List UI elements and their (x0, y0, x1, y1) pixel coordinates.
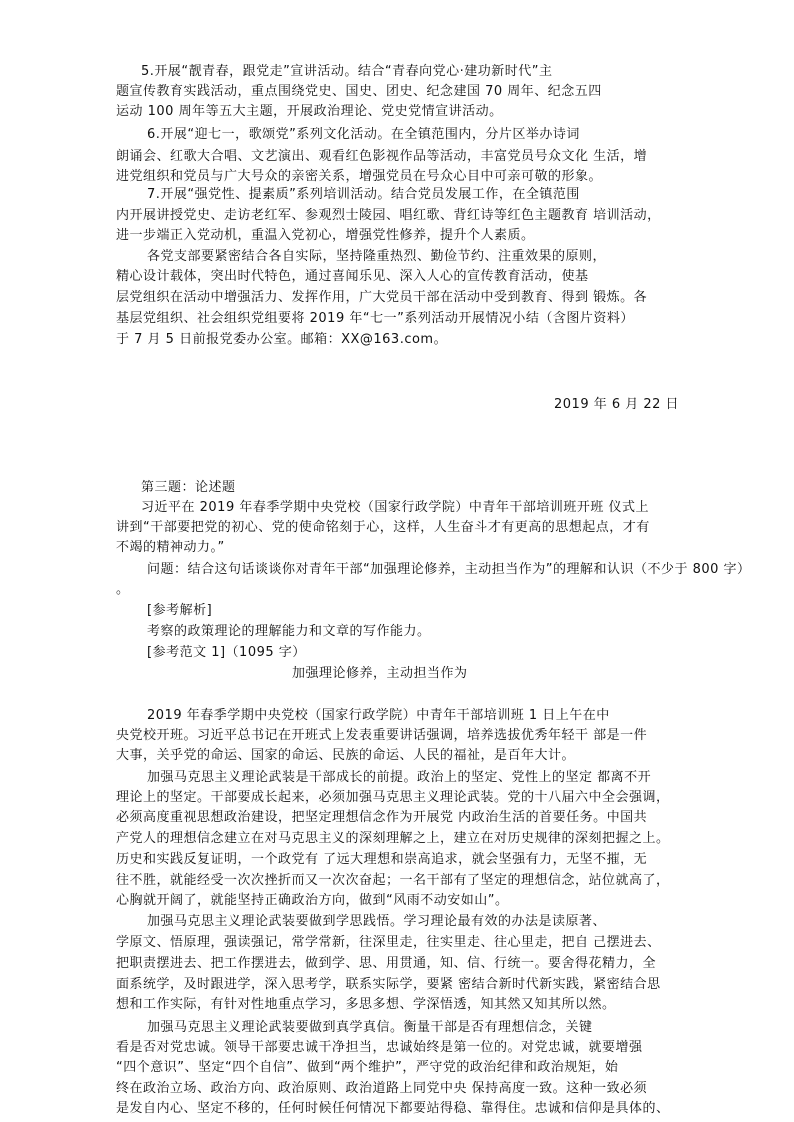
text-line: 运动 100 周年等五大主题，开展政治理论、党史党情宣讲活动。 (116, 104, 503, 119)
text-line: 学原文、悟原理，强读强记，常学常新，往深里走，往实里走、往心里走，把自 己摆进去、 (116, 935, 661, 950)
sample-essay-label: [参考范文 1]（1095 字） (147, 645, 306, 660)
text-line: 加强马克思主义理论武装要做到学思践悟。学习理论最有效的办法是读原著、 (147, 914, 607, 929)
text-line: 心胸就开阔了，就能坚持正确政治方向，做到“风雨不动安如山”。 (116, 893, 509, 908)
text-line: 是发自内心、坚定不移的，任何时候任何情况下都要站得稳、靠得住。忠诚和信仰是具体的、 (116, 1101, 670, 1116)
text-line: 题宣传教育实践活动，重点围绕党史、国史、团史、纪念建国 70 周年、纪念五四 (116, 84, 602, 99)
text-line: 必须高度重视思想政治建设，把坚定理想信念作为开展党 内政治生活的首要任务。中国共 (116, 810, 648, 825)
text-line: 7.开展“强党性、提素质”系列培训活动。结合党员发展工作，在全镇范围 (147, 187, 580, 202)
text-line: 考察的政策理论的理解能力和文章的写作能力。 (147, 624, 431, 639)
text-line: 进一步端正入党动机，重温入党初心，增强党性修养，提升个人素质。 (116, 228, 535, 243)
text-line: 把职责摆进去、把工作摆进去，做到学、思、用贯通，知、信、行统一。要舍得花精力，全 (116, 956, 657, 971)
text-line: 看是否对党忠诚。领导干部要忠诚干净担当，忠诚始终是第一位的。对党忠诚，就要增强 (116, 1040, 643, 1055)
text-line: 历史和实践反复证明，一个政党有 了远大理想和崇高追求，就会坚强有力，无坚不摧，无 (116, 852, 648, 867)
text-line: 习近平在 2019 年春季学期中央党校（国家行政学院）中青年干部培训班开班 仪式上 (141, 500, 649, 515)
text-line: 。 (116, 582, 130, 597)
text-line: 2019 年春季学期中央党校（国家行政学院）中青年干部培训班 1 日上午在中 (147, 708, 610, 723)
text-line: 终在政治立场、政治方向、政治原则、政治道路上同党中央 保持高度一致。这种一致必须 (116, 1081, 648, 1096)
text-line: 6.开展“迎七一，歌颂党”系列文化活动。在全镇范围内，分片区举办诗词 (147, 127, 580, 142)
text-line: 往不胜，就能经受一次次挫折而又一次次奋起；一名干部有了坚定的理想信念，站位就高了， (116, 873, 670, 888)
text-line: 加强马克思主义理论武装要做到真学真信。衡量干部是否有理想信念，关键 (147, 1020, 593, 1035)
text-line: 基层党组织、社会组织党组要将 2019 年“七一”系列活动开展情况小结（含图片资料） (116, 311, 634, 326)
text-line: 面系统学，及时跟进学，深入思考学，联系实际学，要紧 密结合新时代新实践，紧密结合思 (116, 977, 661, 992)
text-line: 5.开展“靓青春，跟党走”宣讲活动。结合“青春向党心·建功新时代”主 (141, 64, 553, 79)
text-line: 各党支部要紧密结合各自实际，坚持隆重热烈、勤俭节约、注重效果的原则， (147, 249, 607, 264)
analysis-label: [参考解析] (147, 603, 213, 618)
document-date: 2019 年 6 月 22 日 (554, 397, 680, 412)
essay-title: 加强理论修养，主动担当作为 (292, 666, 468, 681)
text-line: 央党校开班。习近平总书记在开班式上发表重要讲话强调，培养选拔优秀年轻干 部是一件 (116, 728, 648, 743)
section-heading: 第三题：论述题 (141, 480, 236, 495)
text-line: 朗诵会、红歌大合唱、文艺演出、观看红色影视作品等活动，丰富党员号众文化 生活，增 (116, 149, 648, 164)
text-line: “四个意识”、坚定“四个自信”、做到“两个维护”，严守党的政治纪律和政治规矩，始 (116, 1060, 619, 1075)
text-line: 层党组织在活动中增强活力、发挥作用，广大党员干部在活动中受到教育、得到 锻炼。各 (116, 290, 648, 305)
text-line: 产党人的理想信念建立在对马克思主义的深刻理解之上，建立在对历史规律的深刻把握之上。 (116, 831, 670, 846)
text-line: 想和工作实际，有针对性地重点学习，多思多想、学深悟透，知其然又知其所以然。 (116, 997, 616, 1012)
text-line: 讲到“干部要把党的初心、党的使命铭刻于心，这样，人生奋斗才有更高的思想起点，才有 (116, 520, 650, 535)
question-line: 问题：结合这句话谈谈你对青年干部“加强理论修养，主动担当作为”的理解和认识（不少于 800 字） (147, 562, 751, 577)
text-line: 于 7 月 5 日前报党委办公室。邮箱：XX@163.com。 (116, 332, 448, 347)
text-line: 理论上的坚定。干部要成长起来，必须加强马克思主义理论武装。党的十八届六中全会强调， (116, 790, 670, 805)
text-line: 进党组织和党员与广大号众的亲密关系，增强党员在号众心目中可亲可敬的形象。 (116, 169, 603, 184)
text-line: 加强马克思主义理论武装是干部成长的前提。政治上的坚定、党性上的坚定 都离不开 (147, 770, 652, 785)
text-line: 大事，关乎党的命运、国家的命运、民族的命运、人民的福祉，是百年大计。 (116, 748, 576, 763)
text-line: 精心设计载体，突出时代特色，通过喜闻乐见、深入人心的宣传教育活动，使基 (116, 269, 589, 284)
text-line: 内开展讲授党史、走访老红军、参观烈士陵园、唱红歌、背红诗等红色主题教育 培训活动， (116, 208, 661, 223)
text-line: 不竭的精神动力。” (116, 540, 225, 555)
